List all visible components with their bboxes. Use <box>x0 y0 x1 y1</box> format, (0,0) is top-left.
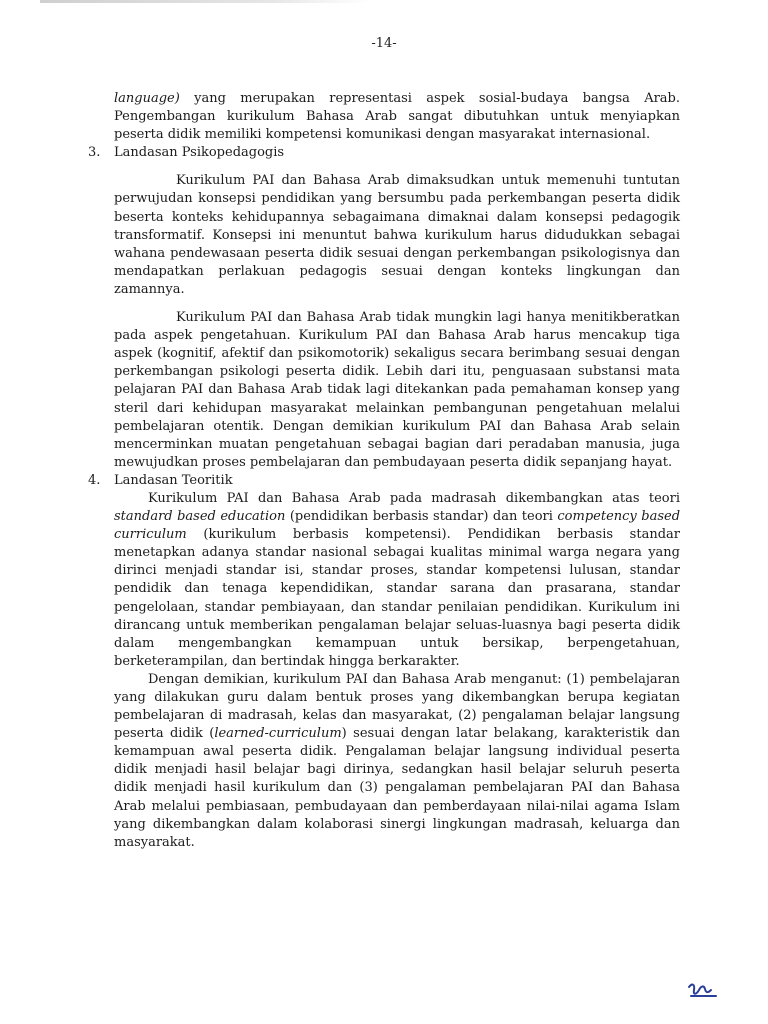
italic-term: standard based education <box>114 509 286 525</box>
page-number: -14- <box>371 36 397 51</box>
scan-edge-line <box>40 0 370 3</box>
section-title: Landasan Teoritik <box>114 472 233 488</box>
italic-term: language) <box>114 91 180 106</box>
paragraph-text: (kurikulum berbasis kompetensi). Pendidikan berbasis standar menetapkan adanya standar nasional sebagai kualitas minimal warga negara yang dirinci menjadi standar isi, standar proses, standar kompetensi lulusan, standar pendidik dan tenaga kependidikan, standar sarana dan prasarana, standar pengelolaan, standar pembiayaan, dan standar penilaian pendidikan. Kurikulum ini dirancang untuk memberikan pengalaman belajar seluas-luasnya bagi peserta didik dalam mengembangkan kemampuan untuk bersikap, berpengetahuan, berketerampilan, dan bertindak hingga berkarakter. <box>114 527 680 669</box>
paraf-initial-icon <box>686 978 720 1000</box>
section-title: Landasan Psikopedagogis <box>114 145 285 161</box>
section-3-paragraph-1: Kurikulum PAI dan Bahasa Arab dimaksudkan untuk memenuhi tuntutan perwujudan konsepsi pendidikan yang bersumbu pada perkembangan peserta didik beserta konteks kehidupannya sebagaimana dimaknai dalam konsepsi pedagogik transformatif. Konsepsi ini menuntut bahwa kurikulum harus didudukkan sebagai wahana pendewasaan peserta didik sesuai dengan perkembangan psikologisnya dan mendapatkan perlakuan pedagogis sesuai dengan konteks lingkungan dan zamannya. <box>114 173 680 297</box>
section-3-paragraph-2: Kurikulum PAI dan Bahasa Arab tidak mungkin lagi hanya menitikberatkan pada aspek pengetahuan. Kurikulum PAI dan Bahasa Arab harus mencakup tiga aspek (kognitif, afektif dan psikomotorik) sekaligus secara berimbang sesuai dengan perkembangan psikologi peserta didik. Lebih dari itu, penguasaan substansi mata pelajaran PAI dan Bahasa Arab tidak lagi ditekankan pada pemahaman konsep yang steril dari kehidupan masyarakat melainkan pembangunan pengetahuan melalui pembelajaran otentik. Dengan demikian kurikulum PAI dan Bahasa Arab selain mencerminkan muatan pengetahuan sebagai bagian dari peradaban manusia, juga mewujudkan proses pembelajaran dan pembudayaan peserta didik sepanjang hayat. <box>114 310 680 470</box>
section-4-paragraph-2 <box>114 671 680 852</box>
paragraph-text: yang merupakan representasi aspek sosial-budaya bangsa Arab. Pengembangan kurikulum Bahasa Arab sangat dibutuhkan untuk menyiapkan peserta didik memiliki kompetensi komunikasi dengan masyarakat internasional. <box>114 91 680 143</box>
section-3-heading <box>88 144 680 162</box>
document-body <box>88 90 681 852</box>
paragraph-text: Kurikulum PAI dan Bahasa Arab pada madrasah dikembangkan atas teori <box>148 490 680 506</box>
italic-term: competency based curriculum <box>114 509 681 543</box>
italic-term: learned-curriculum <box>214 726 342 742</box>
section-4-heading <box>88 472 680 490</box>
paragraph-continuation <box>114 90 680 144</box>
paragraph-text: (pendidikan berbasis standar) dan teori <box>285 509 558 525</box>
section-number: 3. <box>88 145 101 161</box>
section-number: 4. <box>88 472 101 488</box>
paragraph-text: Dengan demikian, kurikulum PAI dan Bahasa Arab menganut: (1) pembelajaran yang dilakukan guru dalam bentuk proses yang dikembangkan berupa kegiatan pembelajaran di madrasah, kelas dan masyarakat, (2) pengalaman belajar langsung peserta didik ( <box>114 671 680 742</box>
section-4-paragraph-1 <box>114 490 680 671</box>
paragraph-text: ) sesuai dengan latar belakang, karakteristik dan kemampuan awal peserta didik. Pengalaman belajar langsung individual peserta didik menjadi hasil belajar bagi dirinya, sedangkan hasil belajar seluruh peserta didik menjadi hasil kurikulum dan (3) pengalaman pembelajaran PAI dan Bahasa Arab melalui pembiasaan, pembudayaan dan pemberdayaan nilai-nilai agama Islam yang dikembangkan dalam kolaborasi sinergi lingkungan madrasah, keluarga dan masyarakat. <box>114 726 680 850</box>
